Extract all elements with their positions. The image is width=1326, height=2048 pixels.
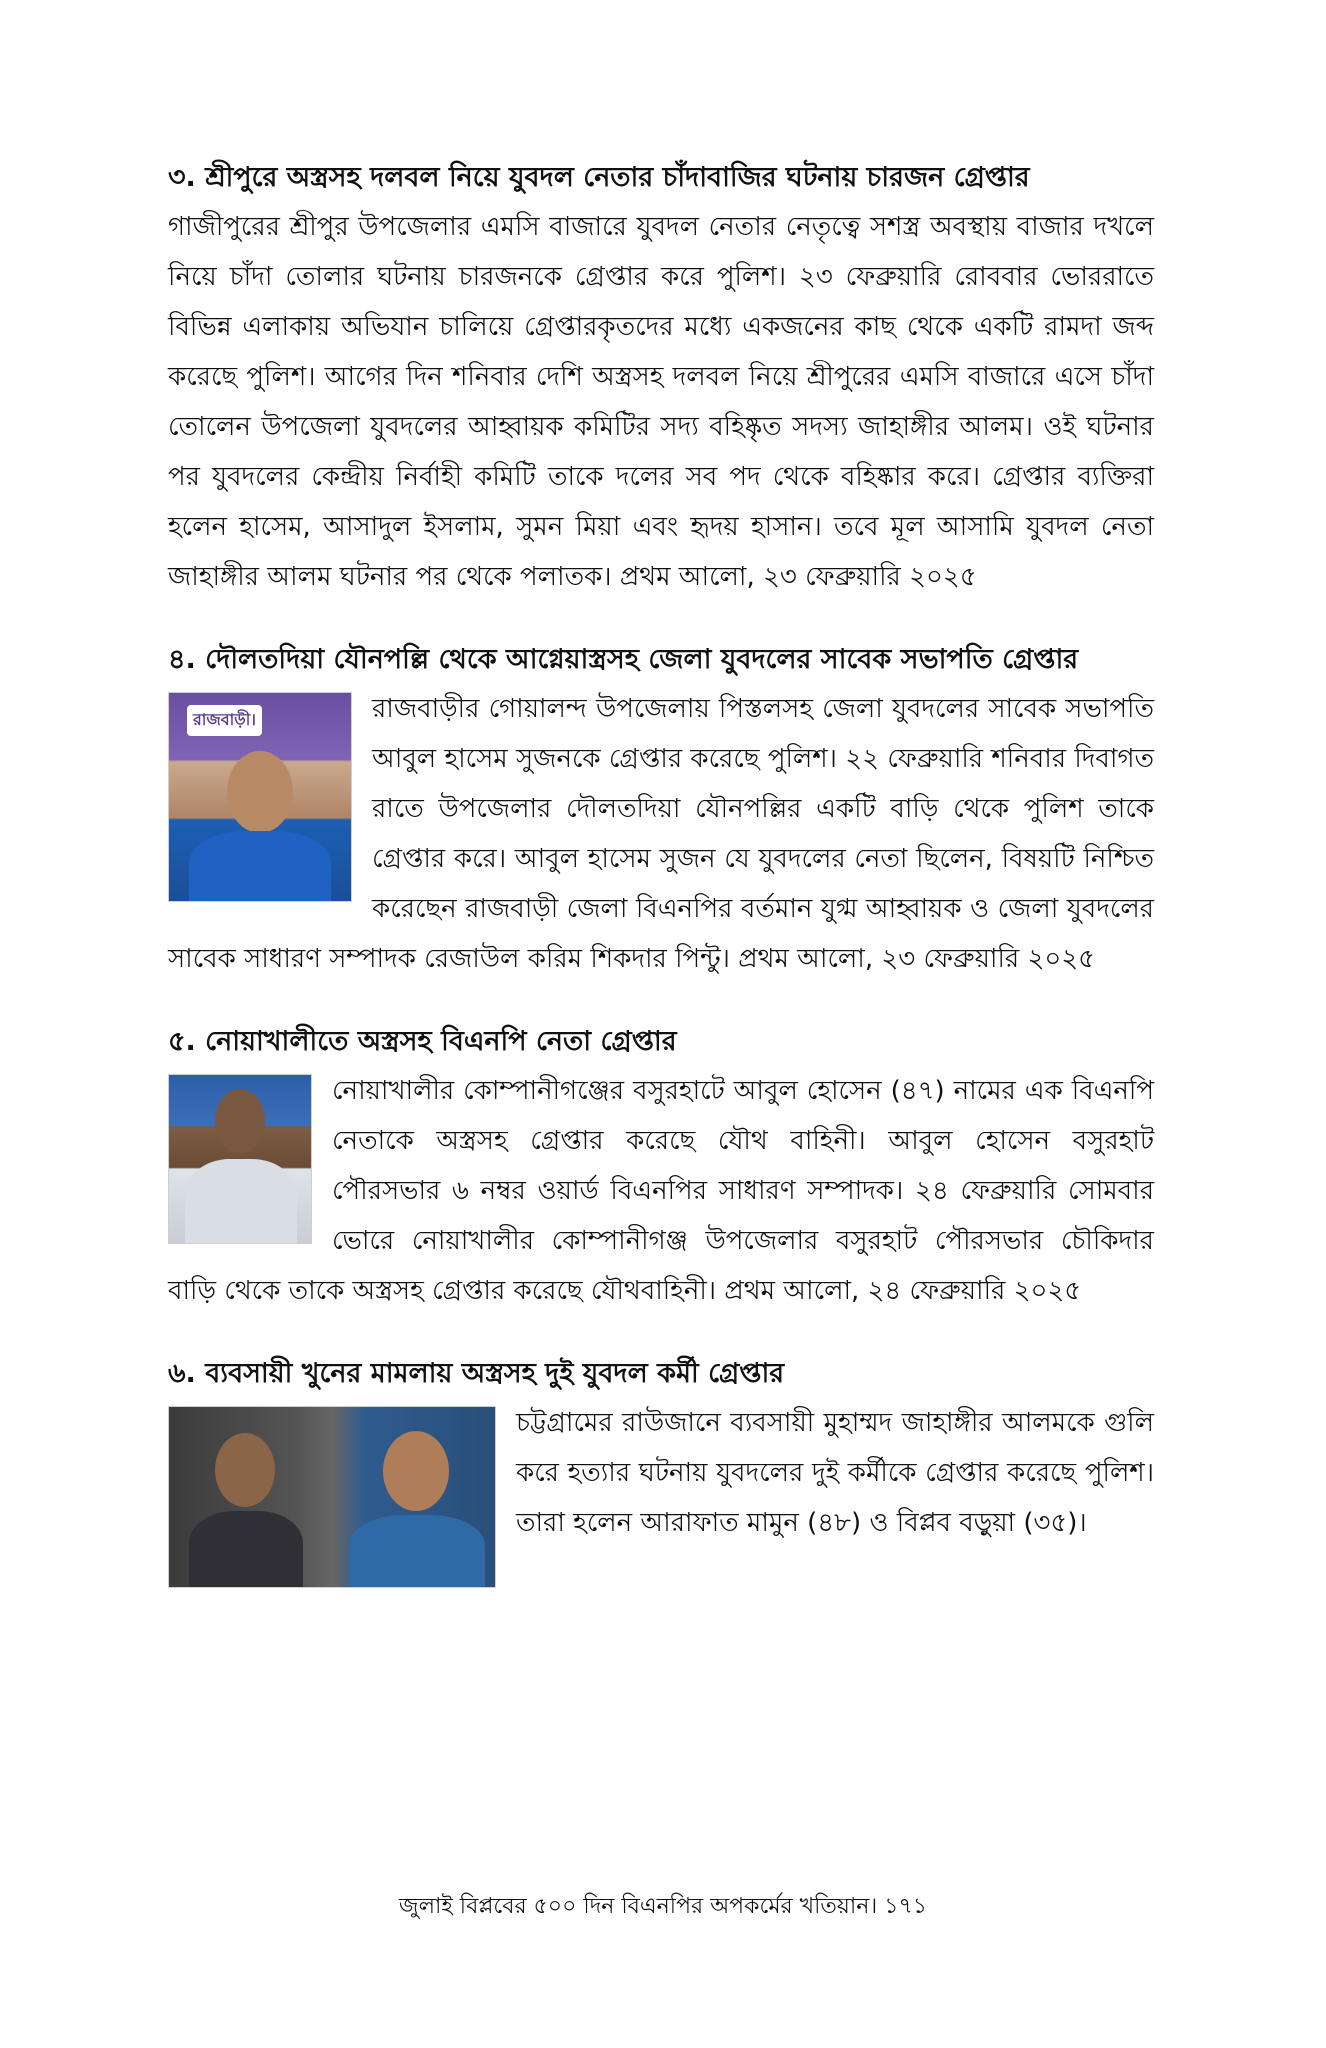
article-heading: ৫. নোয়াখালীতে অস্ত্রসহ বিএনপি নেতা গ্রেপ্তার [168,1026,677,1057]
photo-sign-text: রাজবাড়ী। [187,705,262,736]
person-face [215,1089,265,1153]
news-photo-suspect [168,692,352,902]
article-body: রাজবাড়ীর গোয়ালন্দ উপজেলায় পিস্তলসহ জেলা যুবদলের সাবেক সভাপতি আবুল হাসেম সুজনকে গ্রেপ্তার করেছে পুলিশ। ২২ ফেব্রুয়ারি শনিবার দিবাগত রাতে উপজেলার দৌলতদিয়া যৌনপল্লির একটি বাড়ি থেকে পুলিশ তাকে গ্রেপ্তার করে। আবুল হাসেম সুজন যে যুবদলের নেতা ছিলেন, বিষয়টি নিশ্চিত করেছেন রাজবাড়ী জেলা বিএনপির বর্তমান যুগ্ম আহ্বায়ক ও জেলা যুবদলের সাবেক সাধারণ সম্পাদক রেজাউল করিম শিকদার পিন্টু। প্রথম আলো, ২৩ ফেব্রুয়ারি ২০২৫ [168,694,1154,974]
article-body: গাজীপুরের শ্রীপুর উপজেলার এমসি বাজারে যুবদল নেতার নেতৃত্বে সশস্ত্র অবস্থায় বাজার দখলে নিয়ে চাঁদা তোলার ঘটনায় চারজনকে গ্রেপ্তার করে পুলিশ। ২৩ ফেব্রুয়ারি রোববার ভোররাতে বিভিন্ন এলাকায় অভিযান চালিয়ে গ্রেপ্তারকৃতদের মধ্যে একজনের কাছ থেকে একটি রামদা জব্দ করেছে পুলিশ। আগের দিন শনিবার দেশি অস্ত্রসহ দলবল নিয়ে শ্রীপুরের এমসি বাজারে এসে চাঁদা তোলেন উপজেলা যুবদলের আহ্বায়ক কমিটির সদ্য বহিষ্কৃত সদস্য জাহাঙ্গীর আলম। ওই ঘটনার পর যুবদলের কেন্দ্রীয় নির্বাহী কমিটি তাকে দলের সব পদ থেকে বহিষ্কার করে। গ্রেপ্তার ব্যক্তিরা হলেন হাসেম, আসাদুল ইসলাম, সুমন মিয়া এবং হৃদয় হাসান। তবে মূল আসামি যুবদল নেতা জাহাঙ্গীর আলম ঘটনার পর থেকে পলাতক। প্রথম আলো, ২৩ ফেব্রুয়ারি ২০২৫ [168,212,1154,592]
article-4 [168,640,1154,984]
person-shirt [185,1159,297,1244]
person-face [227,751,293,833]
news-photo-suspects [168,1406,496,1588]
page-footer: জুলাই বিপ্লবের ৫০০ দিন বিএনপির অপকর্মের খতিয়ান। ১৭১ [398,1894,928,1919]
news-photo-suspect [168,1074,312,1244]
person-shirt [189,831,331,902]
article-heading: ৪. দৌলতদিয়া যৌনপল্লি থেকে আগ্নেয়াস্ত্রসহ জেলা যুবদলের সাবেক সভাপতি গ্রেপ্তার [168,644,1079,675]
article-3 [168,158,1154,602]
article-body: নোয়াখালীর কোম্পানীগঞ্জের বসুরহাটে আবুল হোসেন (৪৭) নামের এক বিএনপি নেতাকে অস্ত্রসহ গ্রেপ্তার করেছে যৌথ বাহিনী। আবুল হোসেন বসুরহাট পৌরসভার ৬ নম্বর ওয়ার্ড বিএনপির সাধারণ সম্পাদক। ২৪ ফেব্রুয়ারি সোমবার ভোরে নোয়াখালীর কোম্পানীগঞ্জ উপজেলার বসুরহাট পৌরসভার চৌকিদার বাড়ি থেকে তাকে অস্ত্রসহ গ্রেপ্তার করেছে যৌথবাহিনী। প্রথম আলো, ২৪ ফেব্রুয়ারি ২০২৫ [168,1076,1154,1306]
article-body: চট্টগ্রামের রাউজানে ব্যবসায়ী মুহাম্মদ জাহাঙ্গীর আলমকে গুলি করে হত্যার ঘটনায় যুবদলের দুই কর্মীকে গ্রেপ্তার করেছে পুলিশ। তারা হলেন আরাফাত মামুন (৪৮) ও বিপ্লব বড়ুয়া (৩৫)। [516,1408,1154,1538]
person-shirt [189,1511,303,1588]
person-face [383,1431,449,1511]
person-shirt [349,1515,485,1588]
person-face [215,1433,275,1507]
article-5 [168,1022,1154,1316]
page-content [168,158,1154,1588]
article-heading: ৩. শ্রীপুরে অস্ত্রসহ দলবল নিয়ে যুবদল নেতার চাঁদাবাজির ঘটনায় চারজন গ্রেপ্তার [168,162,1030,193]
article-6 [168,1354,1154,1548]
article-heading: ৬. ব্যবসায়ী খুনের মামলায় অস্ত্রসহ দুই যুবদল কর্মী গ্রেপ্তার [168,1358,785,1389]
